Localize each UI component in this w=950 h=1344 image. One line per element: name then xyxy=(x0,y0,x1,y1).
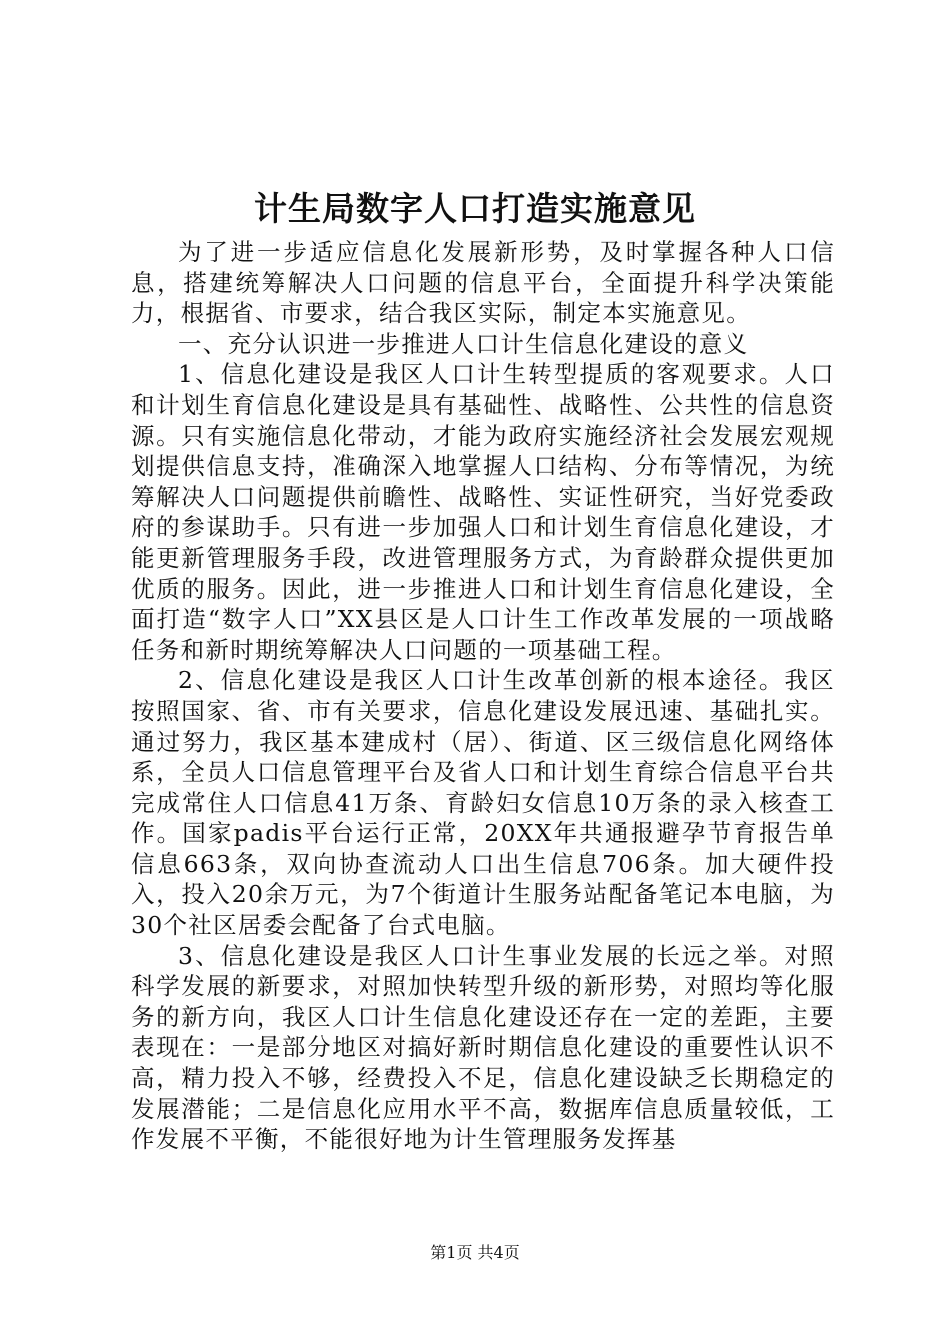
paragraph-point-3: 3、信息化建设是我区人口计生事业发展的长远之举。对照科学发展的新要求，对照加快转型升级的新形势，对照均等化服务的新方向，我区人口计生信息化建设还存在一定的差距，主要表现在：一是部分地区对搞好新时期信息化建设的重要性认识不高，精力投入不够，经费投入不足，信息化建设缺乏长期稳定的发展潜能；二是信息化应用水平不高，数据库信息质量较低，工作发展不平衡，不能很好地为计生管理服务发挥基 xyxy=(131,941,835,1154)
paragraph-point-1: 1、信息化建设是我区人口计生转型提质的客观要求。人口和计划生育信息化建设是具有基础性、战略性、公共性的信息资源。只有实施信息化带动，才能为政府实施经济社会发展宏观规划提供信息支持，准确深入地掌握人口结构、分布等情况，为统筹解决人口问题提供前瞻性、战略性、实证性研究，当好党委政府的参谋助手。只有进一步加强人口和计划生育信息化建设，才能更新管理服务手段，改进管理服务方式，为育龄群众提供更加优质的服务。因此，进一步推进人口和计划生育信息化建设，全面打造“数字人口”XX县区是人口计生工作改革发展的一项战略任务和新时期统筹解决人口问题的一项基础工程。 xyxy=(131,360,835,664)
page-number: 第1页 共4页 xyxy=(430,1243,520,1262)
section-heading-1: 一、充分认识进一步推进人口计生信息化建设的意义 xyxy=(178,329,749,358)
paragraph-point-2: 2、信息化建设是我区人口计生改革创新的根本途径。我区按照国家、省、市有关要求，信息化建设发展迅速、基础扎实。通过努力，我区基本建成村（居）、街道、区三级信息化网络体系，全员人口信息管理平台及省人口和计划生育综合信息平台共完成常住人口信息41万条、育龄妇女信息10万条的录入核查工作。国家padis平台运行正常，20XX年共通报避孕节育报告单信息663条，双向协查流动人口出生信息706条。加大硬件投入，投入20余万元，为7个街道计生服务站配备笔记本电脑，为30个社区居委会配备了台式电脑。 xyxy=(131,666,835,940)
paragraph-intro: 为了进一步适应信息化发展新形势，及时掌握各种人口信息，搭建统筹解决人口问题的信息平台，全面提升科学决策能力，根据省、市要求，结合我区实际，制定本实施意见。 xyxy=(131,238,835,328)
document-body xyxy=(131,237,835,1155)
document-title: 计生局数字人口打造实施意见 xyxy=(254,189,696,228)
